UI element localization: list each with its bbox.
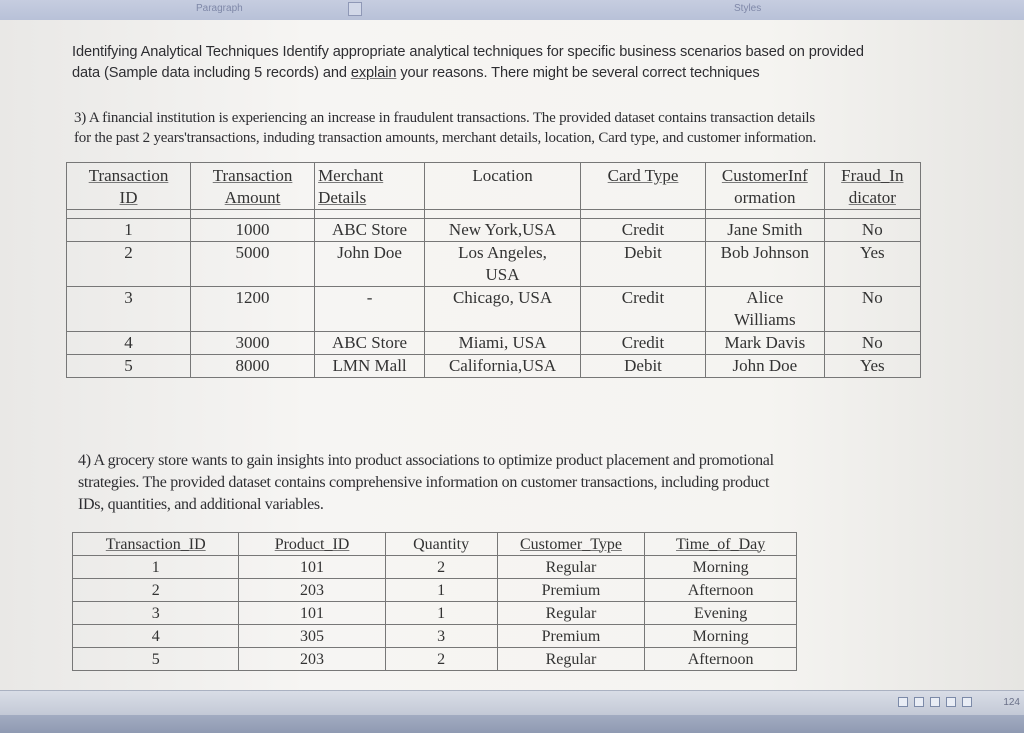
intro-line-2c: your reasons. There might be several correct techniques xyxy=(396,65,760,81)
cell: Debit xyxy=(581,355,706,378)
cell: Bob Johnson xyxy=(706,242,825,287)
question-4 xyxy=(78,450,978,516)
cell: No xyxy=(824,332,920,355)
question-3-line-1: 3) A financial institution is experiencing an increase in fraudulent transactions. The provided dataset contains transaction details xyxy=(74,110,816,126)
cell: 2 xyxy=(73,579,239,602)
cell: Debit xyxy=(581,242,706,287)
cell: 8000 xyxy=(191,355,315,378)
dialog-launcher-icon[interactable] xyxy=(348,2,362,16)
question-3-line-2: for the past 2 years'transactions, induding transaction amounts, merchant details, location, Card type, and customer information. xyxy=(74,130,817,146)
cell: 1 xyxy=(385,602,497,625)
cell: Evening xyxy=(645,602,797,625)
cell: Afternoon xyxy=(645,648,797,671)
table-row xyxy=(67,355,921,378)
cell: ABC Store xyxy=(315,219,425,242)
cell: Credit xyxy=(581,332,706,355)
col-header-quantity: Quantity xyxy=(385,533,497,556)
cell: 1 xyxy=(73,556,239,579)
cell: Morning xyxy=(645,625,797,648)
col-header-location: Location xyxy=(425,163,581,210)
cell: 5000 xyxy=(191,242,315,287)
cell: Yes xyxy=(824,242,920,287)
cell: 5 xyxy=(67,355,191,378)
intro-line-1: Identifying Analytical Techniques Identify appropriate analytical techniques for specific business scenarios based on provided xyxy=(72,44,864,60)
cell: Regular xyxy=(497,648,645,671)
table-header-row xyxy=(67,163,921,210)
col-header-transaction-id: Transaction ID xyxy=(67,163,191,210)
ribbon-bar xyxy=(0,0,1024,21)
grocery-transactions-table xyxy=(72,532,797,671)
cell: 1200 xyxy=(191,287,315,332)
cell: LMN Mall xyxy=(315,355,425,378)
cell: No xyxy=(824,287,920,332)
cell: - xyxy=(315,287,425,332)
cell: 2 xyxy=(385,556,497,579)
cell: John Doe xyxy=(706,355,825,378)
styles-group-label: Styles xyxy=(734,3,762,14)
cell: 3000 xyxy=(191,332,315,355)
intro-line-2 xyxy=(72,63,992,84)
cell: 2 xyxy=(385,648,497,671)
outline-icon[interactable] xyxy=(946,697,956,707)
col-header-transaction-id: Transaction_ID xyxy=(73,533,239,556)
col-header-product-id: Product_ID xyxy=(239,533,385,556)
web-layout-icon[interactable] xyxy=(930,697,940,707)
cell: 1000 xyxy=(191,219,315,242)
cell: Morning xyxy=(645,556,797,579)
cell: Regular xyxy=(497,556,645,579)
table-row xyxy=(67,219,921,242)
table-row xyxy=(73,648,797,671)
cell: 101 xyxy=(239,556,385,579)
paragraph-group-label: Paragraph xyxy=(196,3,243,14)
question-4-line-3: IDs, quantities, and additional variables. xyxy=(78,496,324,513)
cell: Chicago, USA xyxy=(425,287,581,332)
col-header-card-type: Card Type xyxy=(581,163,706,210)
table-header-row xyxy=(73,533,797,556)
col-header-fraud-indicator: Fraud_In dicator xyxy=(824,163,920,210)
question-3 xyxy=(74,108,1004,148)
zoom-level[interactable]: 124 xyxy=(1003,697,1020,708)
cell: New York,USA xyxy=(425,219,581,242)
cell: Premium xyxy=(497,625,645,648)
cell: Credit xyxy=(581,287,706,332)
cell: 305 xyxy=(239,625,385,648)
intro-paragraph xyxy=(72,42,992,84)
table-row xyxy=(73,602,797,625)
question-4-line-2: strategies. The provided dataset contains comprehensive information on customer transactions, including product xyxy=(78,474,770,491)
print-layout-icon[interactable] xyxy=(898,697,908,707)
cell: 3 xyxy=(385,625,497,648)
col-header-transaction-amount: Transaction Amount xyxy=(191,163,315,210)
col-header-merchant-details: Merchant Details xyxy=(315,163,425,210)
fraud-transactions-table xyxy=(66,162,921,378)
cell: 1 xyxy=(385,579,497,602)
table-row xyxy=(73,579,797,602)
intro-explain-word: explain xyxy=(350,65,397,81)
table-row xyxy=(67,332,921,355)
cell: ABC Store xyxy=(315,332,425,355)
cell: Alice Williams xyxy=(706,287,825,332)
cell: Miami, USA xyxy=(425,332,581,355)
cell: No xyxy=(824,219,920,242)
cell: Afternoon xyxy=(645,579,797,602)
cell: 1 xyxy=(67,219,191,242)
full-screen-icon[interactable] xyxy=(914,697,924,707)
intro-line-2a: data (Sample data including 5 records) and xyxy=(72,65,351,81)
draft-icon[interactable] xyxy=(962,697,972,707)
cell: Jane Smith xyxy=(706,219,825,242)
cell: Los Angeles, USA xyxy=(425,242,581,287)
table-row xyxy=(73,556,797,579)
cell: 3 xyxy=(67,287,191,332)
question-4-line-1: 4) A grocery store wants to gain insights into product associations to optimize product placement and promotional xyxy=(78,452,774,469)
cell: Credit xyxy=(581,219,706,242)
cell: 4 xyxy=(73,625,239,648)
cell: Premium xyxy=(497,579,645,602)
cell: John Doe xyxy=(315,242,425,287)
col-header-time-of-day: Time_of_Day xyxy=(645,533,797,556)
col-header-customer-type: Customer_Type xyxy=(497,533,645,556)
cell: Regular xyxy=(497,602,645,625)
cell: 203 xyxy=(239,579,385,602)
cell: 2 xyxy=(67,242,191,287)
table-row xyxy=(67,287,921,332)
table-row xyxy=(67,242,921,287)
table-row xyxy=(73,625,797,648)
cell: 5 xyxy=(73,648,239,671)
col-header-customer-information: CustomerInf ormation xyxy=(706,163,825,210)
cell: Yes xyxy=(824,355,920,378)
cell: 3 xyxy=(73,602,239,625)
document-page xyxy=(0,20,1024,690)
cell: Mark Davis xyxy=(706,332,825,355)
cell: 101 xyxy=(239,602,385,625)
cell: 4 xyxy=(67,332,191,355)
cell: California,USA xyxy=(425,355,581,378)
status-bar xyxy=(0,690,1024,715)
cell: 203 xyxy=(239,648,385,671)
